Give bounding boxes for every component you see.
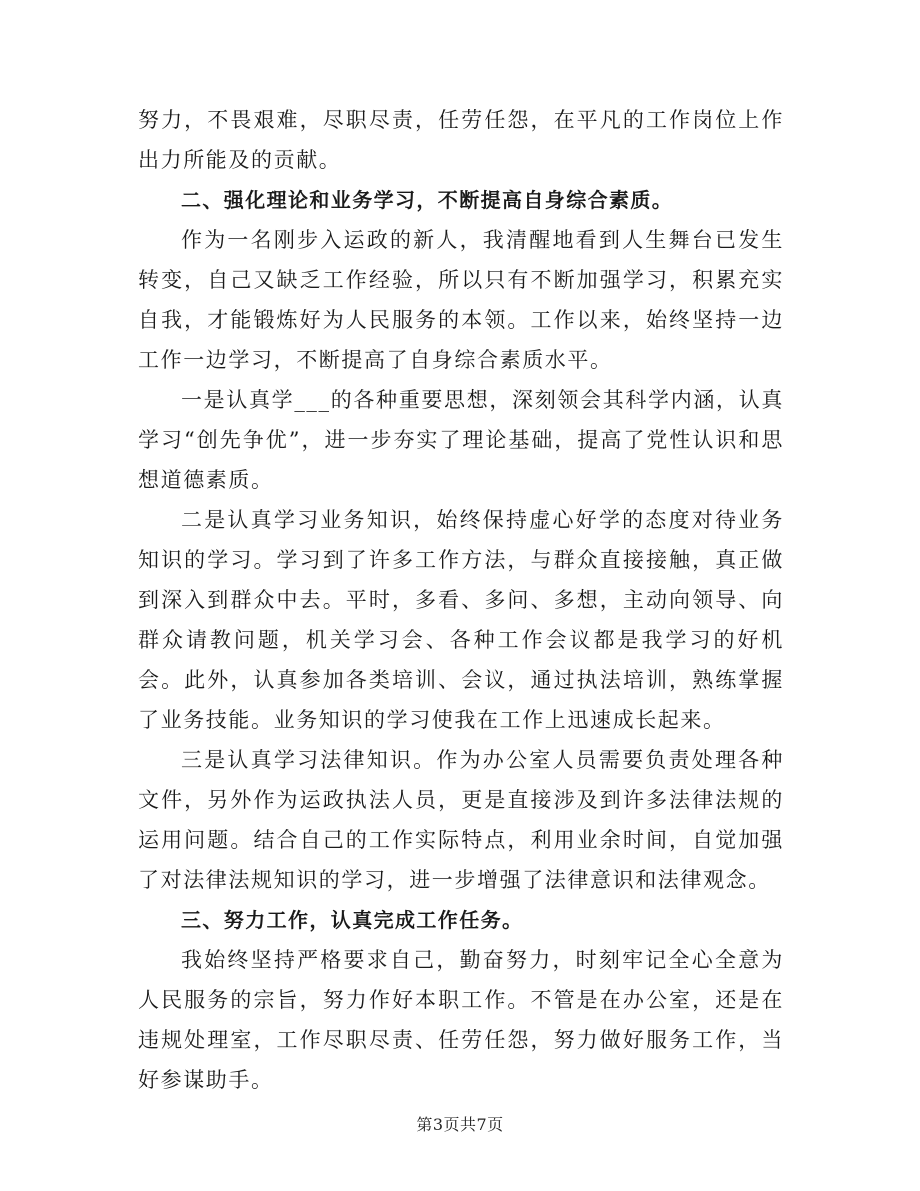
page-number: 第3页共7页 <box>416 1115 504 1134</box>
paragraph-law-study: 三是认真学习法律知识。作为办公室人员需要负责处理各种文件，另外作为运政执法人员，更是直接涉及到许多法律法规的运用问题。结合自己的工作实际特点，利用业余时间，自觉加强了对法律法规知识的学习，进一步增强了法律意识和法律观念。 <box>138 748 784 892</box>
paragraph-work-duties: 我始终坚持严格要求自己，勤奋努力，时刻牢记全心全意为人民服务的宗旨，努力作好本职工作。不管是在办公室，还是在违规处理室，工作尽职尽责、任劳任怨，努力做好服务工作，当好参谋助手。 <box>138 948 784 1092</box>
paragraph-continuation: 努力，不畏艰难，尽职尽责，任劳任怨，在平凡的工作岗位上作出力所能及的贡献。 <box>138 108 784 172</box>
paragraph-business-study: 二是认真学习业务知识，始终保持虚心好学的态度对待业务知识的学习。学习到了许多工作方法，与群众直接接触，真正做到深入到群众中去。平时，多看、多问、多想，主动向领导、向群众请教问题，机关学习会、各种工作会议都是我学习的好机会。此外，认真参加各类培训、会议，通过执法培训，熟练掌握了业务技能。业务知识的学习使我在工作上迅速成长起来。 <box>138 508 784 732</box>
paragraph-theory-study: 一是认真学___的各种重要思想，深刻领会其科学内涵，认真学习“创先争优”，进一步夯实了理论基础，提高了党性认识和思想道德素质。 <box>138 388 784 492</box>
paragraph-intro-learning: 作为一名刚步入运政的新人，我清醒地看到人生舞台已发生转变，自己又缺乏工作经验，所以只有不断加强学习，积累充实自我，才能锻炼好为人民服务的本领。工作以来，始终坚持一边工作一边学习，不断提高了自身综合素质水平。 <box>138 228 784 372</box>
document-body <box>138 100 784 1100</box>
section-heading-2: 二、强化理论和业务学习，不断提高自身综合素质。 <box>181 188 674 212</box>
section-heading-3: 三、努力工作，认真完成工作任务。 <box>181 908 524 932</box>
